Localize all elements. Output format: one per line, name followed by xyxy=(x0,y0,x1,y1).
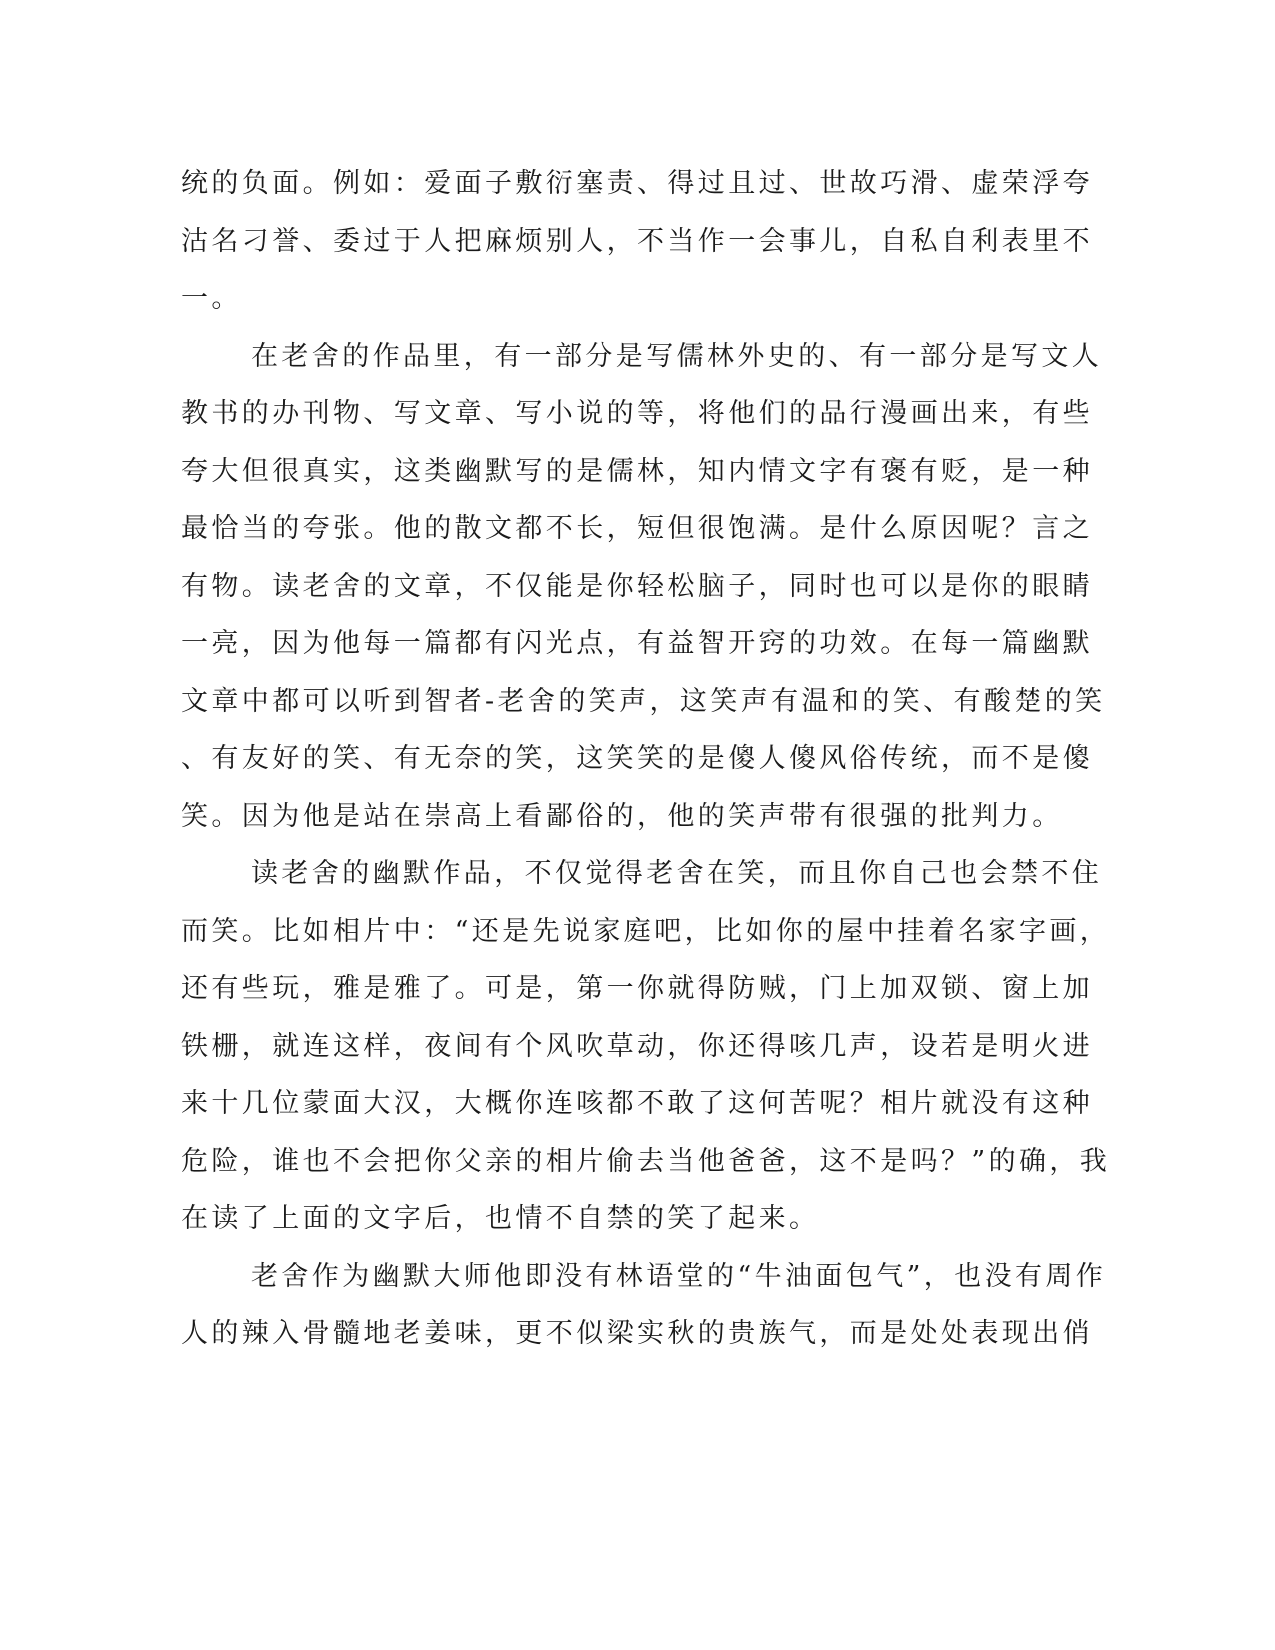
text-line: 笑。因为他是站在崇高上看鄙俗的，他的笑声带有很强的批判力。 xyxy=(181,800,1063,832)
text-line: 夸大但很真实，这类幽默写的是儒林，知内情文字有褒有贬，是一种 xyxy=(181,455,1093,487)
text-line: 人的辣入骨髓地老姜味，更不似梁实秋的贵族气，而是处处表现出俏 xyxy=(181,1318,1093,1349)
text-line: 有物。读老舍的文章，不仅能是你轻松脑子，同时也可以是你的眼睛 xyxy=(181,570,1093,602)
text-line: 一亮，因为他每一篇都有闪光点，有益智开窍的功效。在每一篇幽默 xyxy=(181,628,1093,659)
text-line: 还有些玩，雅是雅了。可是，第一你就得防贼，门上加双锁、窗上加 xyxy=(181,973,1093,1004)
text-line: 铁栅，就连这样，夜间有个风吹草动，你还得咳几声，设若是明火进 xyxy=(181,1030,1093,1062)
text-line: 教书的办刊物、写文章、写小说的等，将他们的品行漫画出来，有些 xyxy=(181,398,1093,429)
text-line: 沽名刁誉、委过于人把麻烦别人，不当作一会事儿，自私自利表里不 xyxy=(181,225,1093,257)
text-line: 、有友好的笑、有无奈的笑，这笑笑的是傻人傻风俗传统，而不是傻 xyxy=(181,743,1093,774)
paragraph-first-line: 在老舍的作品里，有一部分是写儒林外史的、有一部分是写文人 xyxy=(251,340,1103,372)
text-line: 来十几位蒙面大汉，大概你连咳都不敢了这何苦呢？相片就没有这种 xyxy=(181,1088,1093,1119)
text-line: 在读了上面的文字后，也情不自禁的笑了起来。 xyxy=(181,1203,820,1234)
paragraph-first-line: 老舍作为幽默大师他即没有林语堂的“牛油面包气”，也没有周作 xyxy=(251,1260,1107,1292)
text-line: 最恰当的夸张。他的散文都不长，短但很饱满。是什么原因呢？言之 xyxy=(181,513,1093,544)
paragraph-first-line: 读老舍的幽默作品，不仅觉得老舍在笑，而且你自己也会禁不住 xyxy=(251,858,1103,889)
text-line: 一。 xyxy=(181,283,242,314)
body-text xyxy=(181,155,1111,1363)
text-line: 危险，谁也不会把你父亲的相片偷去当他爸爸，这不是吗？”的确，我 xyxy=(181,1145,1111,1177)
text-line: 而笑。比如相片中：“还是先说家庭吧，比如你的屋中挂着名家字画， xyxy=(181,915,1111,947)
text-line: 文章中都可以听到智者-老舍的笑声，这笑声有温和的笑、有酸楚的笑 xyxy=(181,685,1106,717)
text-line: 统的负面。例如：爱面子敷衍塞责、得过且过、世故巧滑、虚荣浮夸 xyxy=(181,168,1093,199)
